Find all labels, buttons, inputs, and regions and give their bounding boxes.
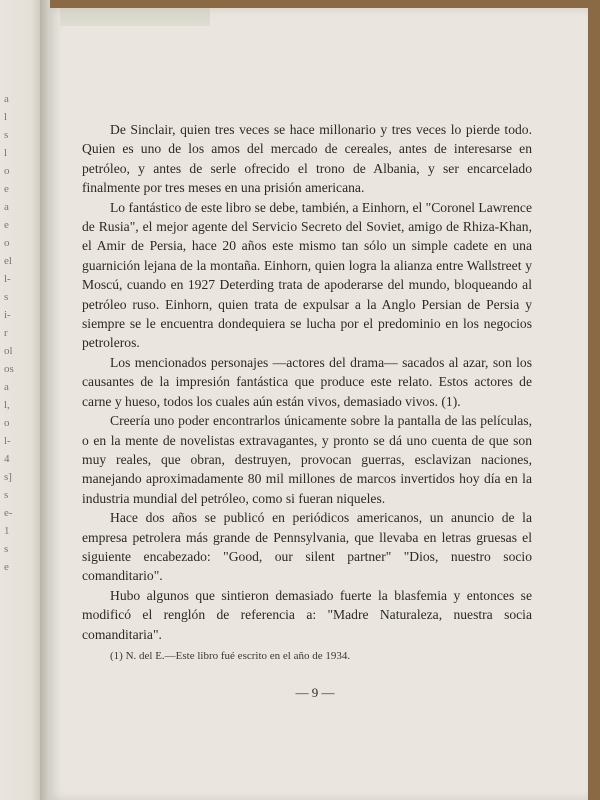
footnote: (1) N. del E.—Este libro fué escrito en el año de 1934. bbox=[110, 650, 351, 662]
edge-fragment: l, bbox=[4, 399, 10, 411]
edge-fragment: s bbox=[4, 489, 9, 501]
edge-fragment: l bbox=[4, 147, 8, 159]
paragraph: Lo fantástico de este libro se debe, también, a Einhorn, el "Coronel Lawrence de Rusia", el mejor agente del Servicio Secreto del Soviet, amigo de Rhiza-Khan, el Amir de Persia, hace 20 años este mismo tan sólo un simple cadete en una guarnición lejana de la montaña. Einhorn, quien logra la alianza entre Wallstreet y Moscú, cuando en 1927 Deterding trata de apoderarse del mundo, bloqueando al petróleo ruso. Einhorn, quien trata de expulsar a la Anglo Persian de Persia y siempre se le encuentra dondequiera se lucha por el predominio en los negocios petroleros. bbox=[82, 199, 532, 351]
edge-fragment: a bbox=[4, 201, 9, 213]
body-text bbox=[82, 120, 532, 644]
paragraph: Hace dos años se publicó en periódicos americanos, un anuncio de la empresa petrolera más grande de Pennsylvania, que llevaba en letras gruesas el siguiente encabezado: "Good, our silent partner" "Dios, nuestro socio comanditario". bbox=[82, 510, 532, 584]
edge-fragment: 4 bbox=[4, 453, 10, 465]
edge-fragment: r bbox=[4, 327, 8, 339]
paragraph: Creería uno poder encontrarlos únicamente sobre la pantalla de las películas, o en la mente de novelistas extravagantes, y pronto se dá uno cuenta de que son muy reales, que obran, destruyen, provocan guerras, esclavizan naciones, manejando aproximadamente 80 mil millones de marcos invertidos hoy día en la industria mundial del petróleo, como si fueran niqueles. bbox=[82, 413, 532, 506]
paragraph: De Sinclair, quien tres veces se hace millonario y tres veces lo pierde todo. Quien es uno de los amos del mercado de cereales, antes de interesarse en petróleo, y antes de serle ofrecido el trono de Albania, y ser encarcelado finalmente por tres meses en una prisión americana. bbox=[82, 122, 532, 196]
edge-fragment: e bbox=[4, 219, 9, 231]
paragraph: Hubo algunos que sintieron demasiado fuerte la blasfemia y entonces se modificó el renglón de referencia a: "Madre Naturaleza, nuestra socia comanditaria". bbox=[82, 587, 532, 642]
edge-fragment: l bbox=[4, 111, 8, 123]
edge-fragment: o bbox=[4, 165, 10, 177]
edge-fragment: o bbox=[4, 417, 10, 429]
edge-fragment: s bbox=[4, 291, 9, 303]
edge-fragment: i- bbox=[4, 309, 11, 321]
edge-fragment: s bbox=[4, 543, 9, 555]
edge-fragment: a bbox=[4, 381, 9, 393]
edge-fragment: l- bbox=[4, 435, 11, 447]
tape-strip bbox=[60, 8, 210, 26]
paragraph: Los mencionados personajes —actores del drama— sacados al azar, son los causantes de la impresión fantástica que produce este relato. Estos actores de carne y hueso, todos los cuales aún están vivos, demasiado vivos. (1). bbox=[82, 354, 532, 409]
edge-fragment: ol bbox=[4, 345, 13, 357]
previous-page-edge bbox=[0, 0, 44, 800]
edge-fragment: e- bbox=[4, 507, 13, 519]
edge-fragment: el bbox=[4, 255, 12, 267]
edge-fragment: os bbox=[4, 363, 14, 375]
previous-page-text-fragments bbox=[4, 90, 24, 576]
edge-fragment: s bbox=[4, 129, 9, 141]
edge-fragment: 1 bbox=[4, 525, 10, 537]
edge-fragment: e bbox=[4, 183, 9, 195]
edge-fragment: l- bbox=[4, 273, 11, 285]
page-number: — 9 — bbox=[295, 685, 335, 700]
edge-fragment: e bbox=[4, 561, 9, 573]
edge-fragment: a bbox=[4, 93, 9, 105]
edge-fragment: o bbox=[4, 237, 10, 249]
edge-fragment: s] bbox=[4, 471, 12, 483]
